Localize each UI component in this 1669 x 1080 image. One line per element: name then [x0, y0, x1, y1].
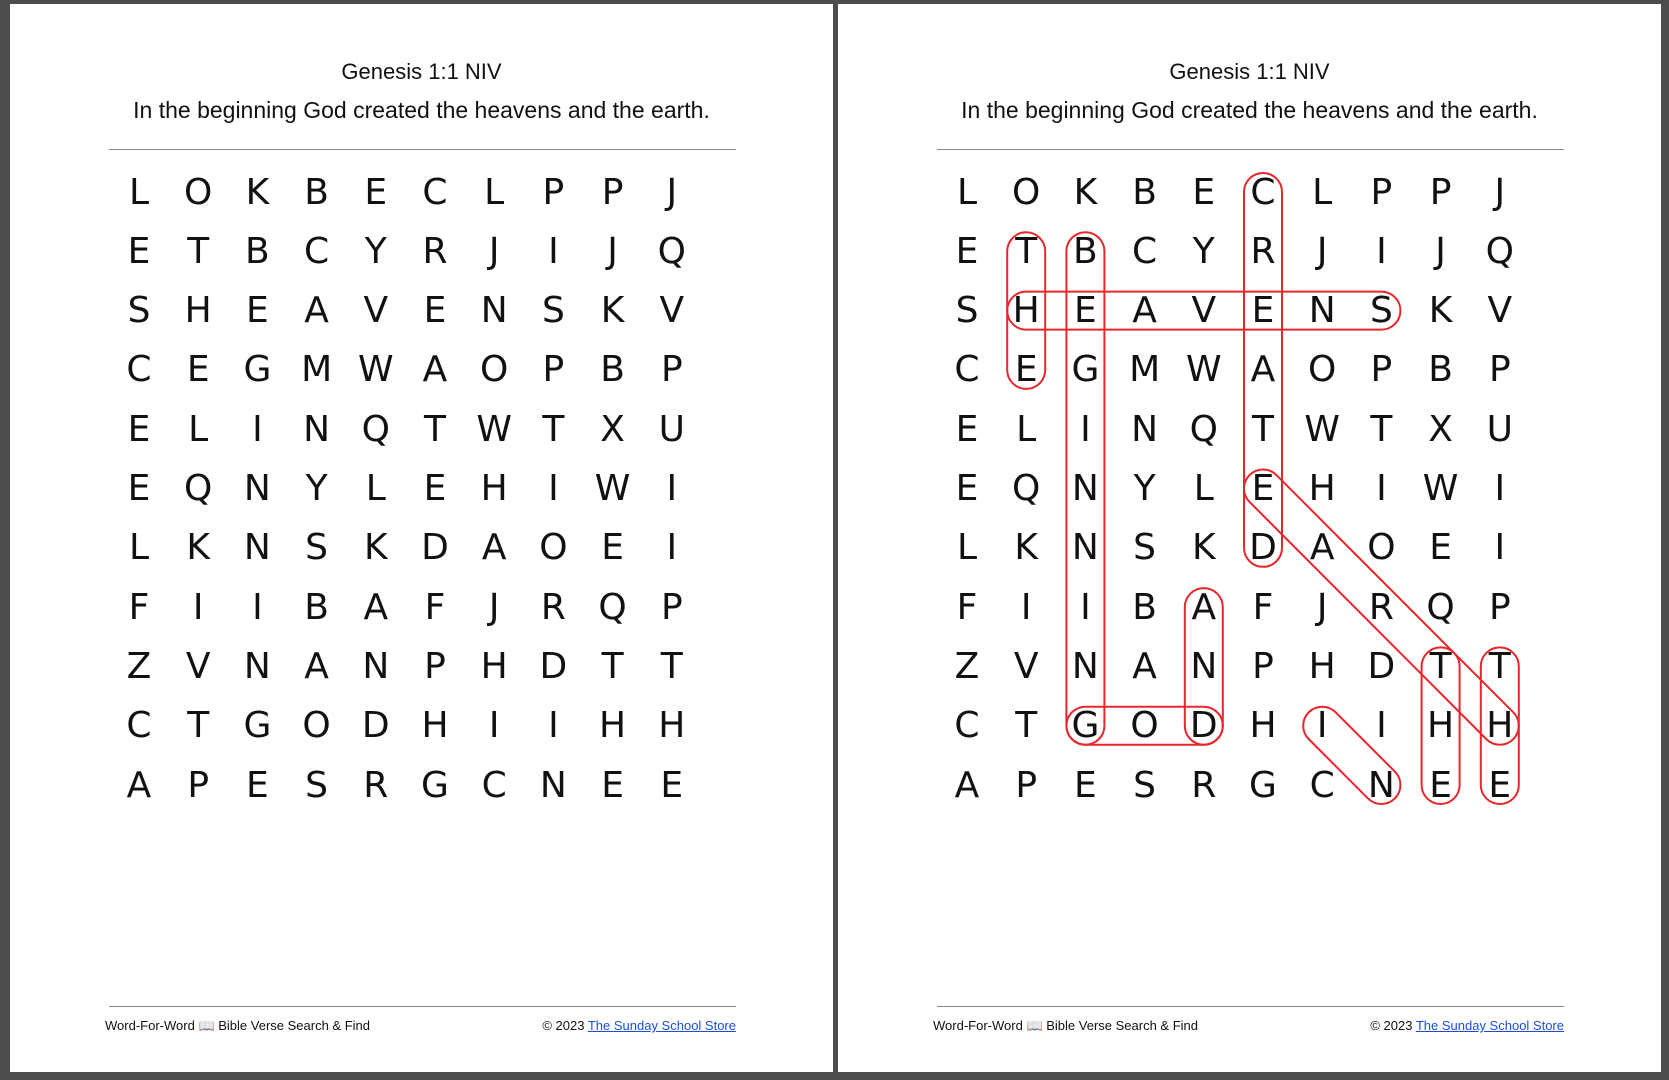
grid-letter: P	[1429, 171, 1452, 213]
grid-letter: G	[1249, 764, 1277, 806]
grid-letter: R	[422, 230, 448, 272]
grid-letter: I	[252, 586, 263, 628]
grid-letter: A	[1309, 527, 1335, 569]
grid-letter: B	[600, 349, 625, 391]
grid-letter: W	[1304, 408, 1340, 450]
grid-letter: O	[1012, 171, 1041, 213]
grid-letter: I	[192, 586, 204, 628]
grid-letter: H	[1249, 705, 1277, 747]
open-book-icon: 📖	[198, 1018, 215, 1033]
footer-title	[105, 1018, 370, 1034]
grid-letter: O	[1130, 705, 1159, 747]
footer-series-label: Word-For-Word	[933, 1018, 1023, 1033]
grid-letter: V	[659, 290, 685, 332]
grid-letter: D	[1189, 705, 1218, 747]
grid-letter: J	[666, 171, 678, 213]
grid-letter: I	[1376, 705, 1387, 747]
grid-letter: P	[660, 586, 683, 628]
grid-letter: E	[955, 408, 979, 450]
grid-letter: J	[488, 586, 500, 628]
grid-letter: X	[600, 408, 625, 450]
grid-letter: L	[484, 171, 505, 213]
grid-letter: W	[476, 408, 512, 450]
grid-letter: D	[421, 527, 449, 569]
grid-letter: I	[252, 408, 263, 450]
grid-letter: V	[1487, 290, 1513, 332]
grid-letter: L	[1193, 468, 1214, 509]
letter-grid-answers	[937, 170, 1564, 870]
grid-letter: F	[956, 586, 978, 628]
grid-letter: P	[542, 349, 565, 391]
grid-letter: I	[548, 230, 559, 272]
grid-letter: P	[660, 349, 683, 391]
grid-letter: I	[1376, 468, 1387, 509]
grid-letter: E	[1192, 171, 1216, 213]
grid-letter: G	[1071, 349, 1100, 391]
grid-letter: C	[422, 171, 448, 213]
grid-letter: T	[1015, 705, 1038, 747]
grid-letter: N	[1131, 408, 1159, 450]
grid-letter: N	[243, 645, 271, 687]
grid-letter: F	[128, 586, 150, 628]
grid-letter: K	[363, 527, 388, 569]
grid-letter: D	[361, 705, 390, 747]
grid-letter: A	[954, 764, 980, 806]
grid-letter: G	[243, 349, 272, 391]
grid-letter: J	[1316, 230, 1328, 272]
grid-letter: J	[1435, 230, 1446, 272]
copyright-text: © 2023	[542, 1018, 585, 1033]
grid-letter: C	[954, 349, 980, 391]
grid-letter: K	[245, 171, 270, 213]
grid-letter: L	[365, 468, 386, 509]
grid-letter: E	[127, 468, 151, 509]
grid-letter: Q	[1012, 468, 1041, 509]
grid-letter: P	[1015, 764, 1038, 806]
grid-letter: D	[1367, 645, 1396, 687]
grid-letter: I	[1080, 586, 1091, 628]
grid-letter: W	[594, 468, 631, 509]
grid-letter: X	[1428, 408, 1453, 450]
grid-letter: N	[1367, 764, 1395, 806]
grid-letter: Q	[1485, 230, 1514, 272]
grid-letter: Q	[184, 468, 213, 509]
footer-series-label: Word-For-Word	[105, 1018, 195, 1033]
grid-letter: E	[1251, 290, 1275, 332]
grid-letter: U	[1486, 408, 1513, 450]
grid-letter: A	[422, 349, 448, 391]
grid-letter: R	[1250, 230, 1276, 272]
grid-letter: E	[1488, 764, 1512, 806]
grid-letter: E	[246, 764, 269, 806]
grid-letter: P	[1370, 171, 1393, 213]
grid-letter: E	[601, 527, 624, 569]
grid-letter: R	[540, 586, 566, 628]
grid-letter: E	[601, 764, 624, 806]
grid-letter: S	[127, 290, 151, 332]
grid-letter: F	[424, 586, 446, 628]
grid-letter: T	[187, 705, 210, 747]
grid-letter: H	[1308, 645, 1336, 687]
grid-letter: S	[305, 764, 329, 806]
grid-letter: O	[539, 527, 568, 569]
footer-subtitle: Bible Verse Search & Find	[1046, 1018, 1198, 1033]
grid-letter: C	[1132, 230, 1158, 272]
grid-letter: P	[1252, 645, 1274, 687]
grid-letter: E	[127, 408, 151, 450]
grid-letter: H	[184, 290, 212, 332]
grid-letter: B	[245, 230, 270, 272]
grid-letter: N	[539, 764, 567, 806]
grid-letter: T	[1488, 645, 1511, 687]
grid-letter: E	[246, 290, 269, 332]
grid-letter: J	[607, 230, 618, 272]
grid-letter: Y	[305, 468, 328, 509]
footer-title	[933, 1018, 1198, 1034]
grid-letter: E	[955, 230, 979, 272]
grid-letter: A	[126, 764, 152, 806]
grid-letter: L	[128, 171, 150, 213]
grid-letter: E	[955, 468, 979, 509]
puzzle-page	[10, 4, 833, 1072]
grid-letter: K	[600, 290, 625, 332]
grid-letter: R	[1368, 586, 1394, 628]
grid-letter: U	[658, 408, 685, 450]
store-link[interactable]: The Sunday School Store	[587, 1018, 736, 1033]
grid-letter: G	[1071, 705, 1100, 747]
top-divider	[937, 149, 1564, 150]
grid-letter: I	[548, 705, 559, 747]
grid-letter: I	[548, 468, 559, 509]
bottom-divider	[937, 1006, 1564, 1007]
grid-letter: P	[1488, 586, 1511, 628]
grid-letter: H	[480, 468, 508, 509]
grid-letter: I	[1080, 408, 1091, 450]
grid-letter: Q	[657, 230, 686, 272]
grid-letter: Q	[598, 586, 627, 628]
grid-letter: H	[599, 705, 627, 747]
copyright-text: © 2023	[1370, 1018, 1413, 1033]
grid-letter: E	[423, 468, 447, 509]
grid-letter: T	[1252, 408, 1274, 450]
letter-grid	[109, 170, 736, 870]
grid-letter: V	[185, 645, 211, 687]
grid-letter: Z	[126, 645, 152, 687]
grid-letter: E	[1014, 349, 1038, 391]
grid-letter: I	[1494, 468, 1506, 509]
grid-letter: O	[184, 171, 213, 213]
grid-letter: A	[1132, 290, 1157, 332]
grid-letter: V	[1013, 645, 1039, 687]
grid-letter: I	[1494, 527, 1506, 569]
grid-letter: W	[357, 349, 394, 391]
grid-letter: I	[1316, 705, 1328, 747]
grid-letter: Q	[1189, 408, 1218, 450]
grid-letter: N	[1071, 527, 1099, 569]
footer-subtitle: Bible Verse Search & Find	[218, 1018, 370, 1033]
footer-copyright	[1370, 1018, 1564, 1033]
grid-letter: N	[243, 527, 271, 569]
grid-letter: O	[480, 349, 509, 391]
grid-letter: B	[1428, 349, 1453, 391]
grid-letter: L	[1016, 408, 1037, 450]
grid-letter: C	[954, 705, 980, 747]
grid-letter: I	[488, 705, 500, 747]
grid-letter: V	[1191, 290, 1217, 332]
grid-letter: N	[362, 645, 390, 687]
grid-letter: T	[1429, 645, 1452, 687]
grid-letter: H	[1308, 468, 1336, 509]
grid-letter: M	[1129, 349, 1161, 391]
grid-letter: T	[187, 230, 210, 272]
bottom-divider	[109, 1006, 736, 1007]
grid-letter: N	[1190, 645, 1218, 687]
grid-letter: E	[423, 290, 447, 332]
grid-letter: L	[188, 408, 209, 450]
grid-letter: T	[660, 645, 683, 687]
grid-letter: E	[1429, 527, 1452, 569]
grid-letter: C	[481, 764, 507, 806]
grid-letter: R	[1191, 764, 1217, 806]
grid-letter: B	[304, 171, 329, 213]
grid-letter: T	[424, 408, 446, 450]
grid-letter: N	[1071, 468, 1099, 509]
grid-letter: B	[304, 586, 329, 628]
answer-key-page	[838, 4, 1661, 1072]
grid-letter: S	[1369, 290, 1393, 332]
open-book-icon: 📖	[1026, 1018, 1043, 1033]
grid-letter: J	[488, 230, 500, 272]
grid-letter: Q	[1426, 586, 1455, 628]
grid-letter: L	[128, 527, 150, 569]
grid-letter: C	[1250, 171, 1276, 213]
grid-letter: A	[1132, 645, 1157, 687]
grid-letter: S	[1133, 527, 1157, 569]
grid-letter: D	[1249, 527, 1277, 569]
grid-letter: E	[364, 171, 388, 213]
grid-letter: K	[1014, 527, 1038, 569]
grid-letter: I	[666, 468, 678, 509]
grid-letter: P	[424, 645, 446, 687]
grid-letter: G	[421, 764, 449, 806]
grid-letter: A	[304, 290, 329, 332]
grid-letter: P	[187, 764, 210, 806]
grid-letter: B	[1132, 586, 1157, 628]
grid-letter: E	[1251, 468, 1275, 509]
grid-letter: E	[1074, 764, 1097, 806]
store-link[interactable]: The Sunday School Store	[1415, 1018, 1564, 1033]
grid-letter: E	[1429, 764, 1452, 806]
verse-reference: Genesis 1:1 NIV	[341, 59, 502, 84]
grid-letter: M	[301, 349, 333, 391]
footer-copyright	[542, 1018, 736, 1033]
grid-letter: A	[1191, 586, 1217, 628]
grid-letter: K	[1073, 171, 1098, 213]
grid-letter: R	[363, 764, 389, 806]
grid-letter: G	[243, 705, 272, 747]
grid-letter: Y	[1192, 230, 1215, 272]
grid-letter: N	[1071, 645, 1099, 687]
verse-text: In the beginning God created the heavens and the earth.	[133, 97, 710, 123]
grid-letter: S	[305, 527, 329, 569]
grid-letter: I	[1020, 586, 1032, 628]
grid-letter: H	[658, 705, 686, 747]
grid-letter: C	[126, 705, 152, 747]
grid-letter: K	[1191, 527, 1216, 569]
grid-letter: K	[1428, 290, 1453, 332]
grid-letter: S	[955, 290, 979, 332]
grid-letter: S	[1133, 764, 1157, 806]
grid-letter: H	[1427, 705, 1455, 747]
grid-letter: O	[1308, 349, 1337, 391]
grid-letter: P	[1488, 349, 1511, 391]
grid-letter: I	[1376, 230, 1387, 272]
grid-letter: V	[363, 290, 389, 332]
grid-letter: E	[660, 764, 684, 806]
grid-letter: J	[1316, 586, 1328, 628]
grid-letter: O	[1367, 527, 1396, 569]
grid-letter: P	[1370, 349, 1393, 391]
grid-letter: E	[186, 349, 210, 391]
grid-letter: Y	[1133, 468, 1156, 509]
grid-letter: P	[601, 171, 624, 213]
grid-letter: S	[541, 290, 565, 332]
grid-letter: H	[421, 705, 449, 747]
grid-letter: B	[1132, 171, 1157, 213]
grid-letter: F	[1252, 586, 1274, 628]
grid-letter: L	[1312, 171, 1333, 213]
grid-letter: E	[127, 230, 151, 272]
grid-letter: H	[1486, 705, 1514, 747]
grid-letter: T	[1370, 408, 1393, 450]
verse-reference: Genesis 1:1 NIV	[1169, 59, 1330, 84]
grid-letter: L	[956, 527, 978, 569]
grid-letter: Z	[954, 645, 980, 687]
grid-letter: B	[1073, 230, 1098, 272]
grid-letter: D	[539, 645, 568, 687]
top-divider	[109, 149, 736, 150]
grid-letter: K	[186, 527, 210, 569]
grid-letter: W	[1422, 468, 1459, 509]
grid-letter: A	[304, 645, 329, 687]
grid-letter: C	[304, 230, 330, 272]
grid-letter: T	[1015, 230, 1038, 272]
grid-letter: Q	[361, 408, 390, 450]
grid-letter: N	[243, 468, 271, 509]
grid-letter: C	[126, 349, 152, 391]
grid-letter: H	[1012, 290, 1040, 332]
grid-letter: E	[1074, 290, 1097, 332]
grid-letter: O	[302, 705, 331, 747]
grid-letter: L	[956, 171, 978, 213]
grid-letter: J	[1494, 171, 1506, 213]
grid-letter: A	[481, 527, 507, 569]
grid-letter: T	[542, 408, 565, 450]
grid-letter: N	[480, 290, 508, 332]
grid-letter: H	[480, 645, 508, 687]
grid-letter: W	[1185, 349, 1222, 391]
grid-letter: N	[303, 408, 331, 450]
grid-letter: P	[542, 171, 565, 213]
grid-letter: C	[1309, 764, 1335, 806]
grid-letter: Y	[364, 230, 387, 272]
verse-text: In the beginning God created the heavens and the earth.	[961, 97, 1538, 123]
grid-letter: N	[1308, 290, 1336, 332]
grid-letter: A	[363, 586, 389, 628]
grid-letter: I	[666, 527, 678, 569]
grid-letter: T	[601, 645, 624, 687]
grid-letter: A	[1250, 349, 1276, 391]
